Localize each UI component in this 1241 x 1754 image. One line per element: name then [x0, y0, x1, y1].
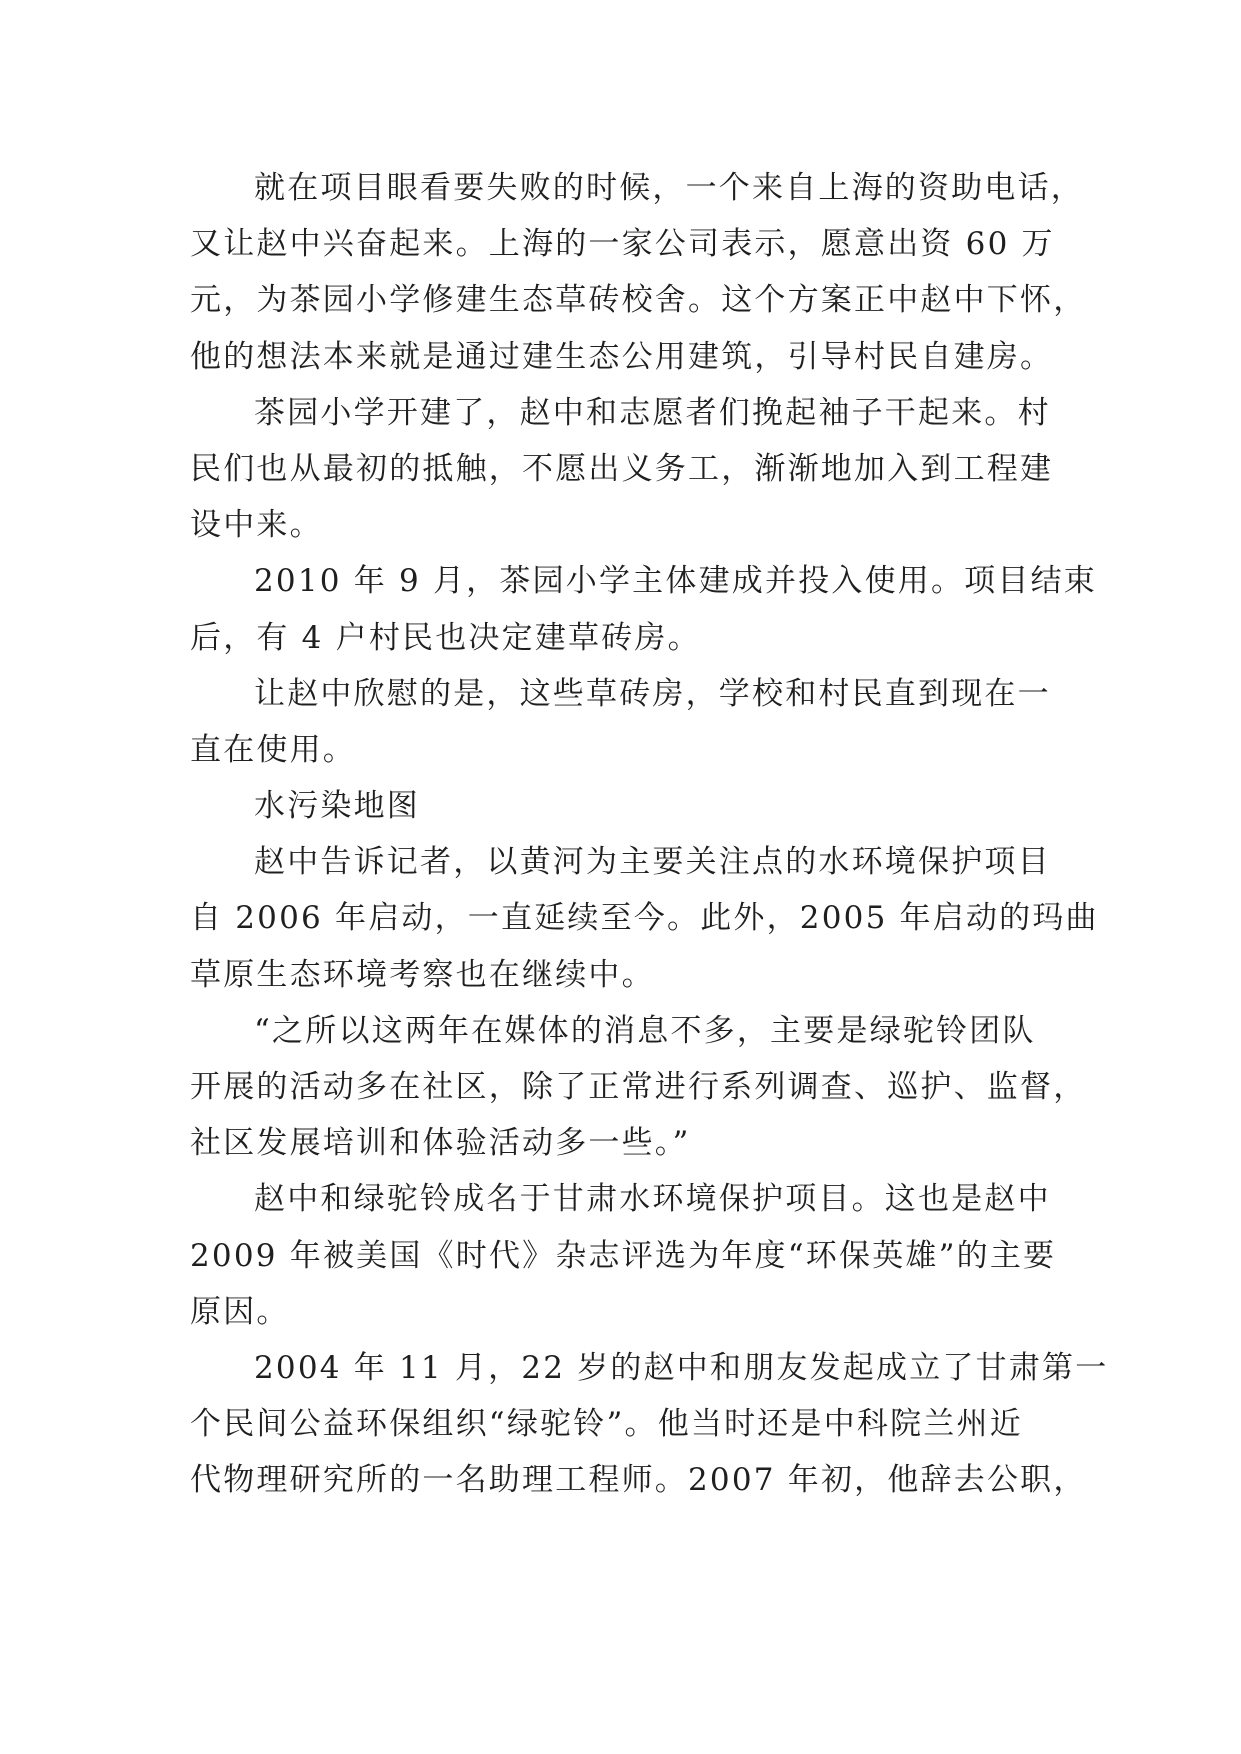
text-line: 水污染地图	[254, 788, 420, 825]
text-line: 就在项目眼看要失败的时候，一个来自上海的资助电话，	[254, 170, 1084, 206]
text-line: 设中来。	[190, 507, 323, 544]
text-line: 社区发展培训和体验活动多一些。”	[190, 1125, 691, 1162]
text-line: 赵中和绿驼铃成名于甘肃水环境保护项目。这也是赵中	[254, 1181, 1051, 1218]
text-line: 开展的活动多在社区，除了正常进行系列调查、巡护、监督，	[190, 1069, 1087, 1105]
text-line: 元，为茶园小学修建生态草砖校舍。这个方案正中赵中下怀，	[190, 282, 1087, 319]
text-line: 草原生态环境考察也在继续中。	[190, 956, 655, 993]
text-line: 茶园小学开建了，赵中和志愿者们挽起袖子干起来。村	[254, 394, 1051, 431]
text-line: 让赵中欣慰的是，这些草砖房，学校和村民直到现在一	[254, 675, 1051, 712]
text-line: 自 2006 年启动，一直延续至今。此外，2005 年启动的玛曲	[190, 900, 1099, 937]
body-text	[190, 160, 1109, 1509]
text-line: 2010 年 9 月，茶园小学主体建成并投入使用。项目结束	[254, 563, 1097, 600]
text-line: 代物理研究所的一名助理工程师。2007 年初，他辞去公职，	[190, 1462, 1087, 1499]
text-line: 民们也从最初的抵触，不愿出义务工，渐渐地加入到工程建	[190, 450, 1054, 487]
text-line: 个民间公益环保组织“绿驼铃”。他当时还是中科院兰州近	[190, 1406, 1023, 1443]
text-line: “之所以这两年在媒体的消息不多，主要是绿驼铃团队	[254, 1012, 1036, 1049]
text-line: 2009 年被美国《时代》杂志评选为年度“环保英雄”的主要	[190, 1237, 1057, 1274]
text-line: 他的想法本来就是通过建生态公用建筑，引导村民自建房。	[190, 338, 1054, 375]
text-line: 2004 年 11 月，22 岁的赵中和朋友发起成立了甘肃第一	[254, 1349, 1109, 1386]
text-line: 原因。	[190, 1293, 290, 1330]
text-line: 后，有 4 户村民也决定建草砖房。	[190, 619, 701, 656]
text-line: 赵中告诉记者，以黄河为主要关注点的水环境保护项目	[254, 844, 1051, 881]
text-line: 直在使用。	[190, 731, 356, 768]
text-line: 又让赵中兴奋起来。上海的一家公司表示，愿意出资 60 万	[190, 226, 1055, 263]
